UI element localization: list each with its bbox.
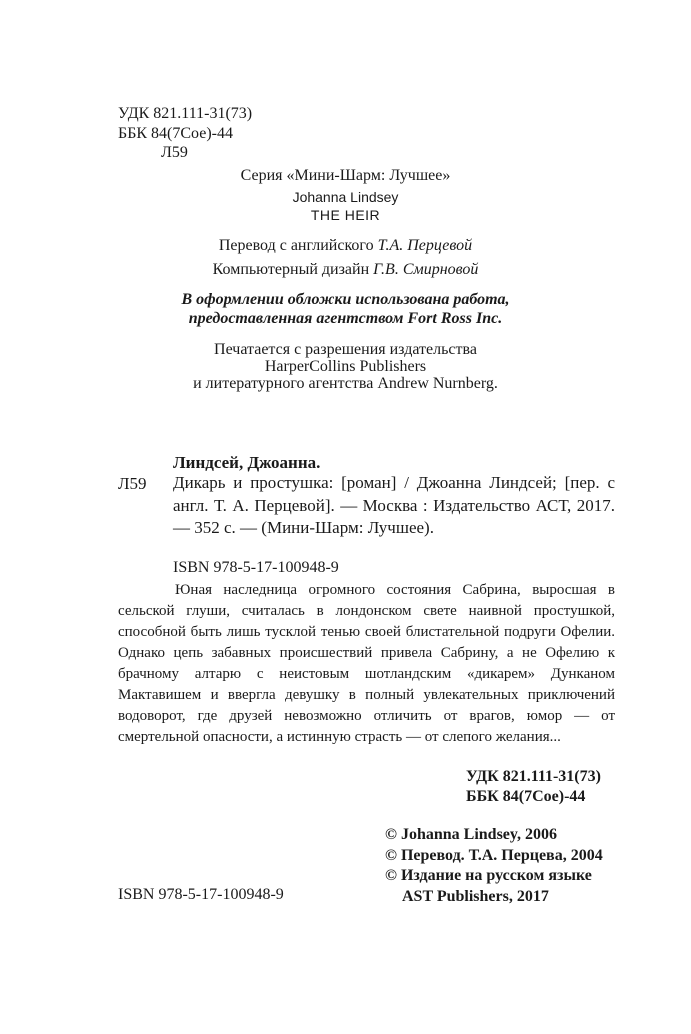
- copyright-edition: © Издание на русском языке: [385, 867, 592, 884]
- cover-note-line2: предоставленная агентством Fort Ross Inc.: [188, 310, 503, 327]
- original-author: Johanna Lindsey: [292, 189, 399, 205]
- cover-note-line1: В оформлении обложки использована работа,: [181, 291, 510, 308]
- header-bbk: ББК 84(7Сое)-44: [118, 125, 233, 142]
- catalog-bbk: ББК 84(7Сое)-44: [466, 788, 586, 805]
- catalog-isbn: ISBN 978-5-17-100948-9: [173, 559, 339, 576]
- permission-line3: и литературного агентства Andrew Nurnberg.: [193, 375, 498, 392]
- designer-name: Г.В. Смирновой: [373, 261, 479, 278]
- translation-credit: [0, 236, 691, 256]
- header-udk: УДК 821.111-31(73): [118, 105, 253, 122]
- translator-name: Т.А. Перцевой: [377, 237, 473, 254]
- design-label: Компьютерный дизайн: [212, 261, 370, 278]
- permission-line2: HarperCollins Publishers: [264, 358, 427, 375]
- catalog-description: Дикарь и простушка: [роман] / Джоанна Линдсей; [пер. с англ. Т. А. Перцевой]. — Москва : Издательство АСТ, 2017. — 352 с. — (Мини-Шарм: Лучшее).: [173, 473, 615, 537]
- copyright-author: © Johanna Lindsey, 2006: [385, 826, 558, 843]
- design-credit: [0, 260, 691, 280]
- permission-line1: Печатается с разрешения издательства: [214, 341, 477, 358]
- series-line: Серия «Мини-Шарм: Лучшее»: [240, 167, 451, 184]
- original-title: THE HEIR: [310, 207, 381, 223]
- catalog-udk: УДК 821.111-31(73): [466, 768, 601, 785]
- header-author-mark: Л59: [161, 144, 188, 161]
- catalog-heading: Линдсей, Джоанна.: [173, 453, 321, 472]
- footer-isbn: ISBN 978-5-17-100948-9: [118, 886, 284, 903]
- copyright-translation: © Перевод. Т.А. Перцева, 2004: [385, 847, 603, 864]
- copyright-edition-publisher: AST Publishers, 2017: [402, 888, 549, 905]
- catalog-mark: Л59: [118, 474, 147, 493]
- catalog-annotation: Юная наследница огромного состояния Сабрина, выросшая в сельской глуши, считалась в лондонском свете наивной простушкой, способной быть лишь тусклой тенью своей блистательной подруги Офелии. Однако цепь забавных происшествий привела Сабрину, а не Офелию к брачному алтарю с неистовым шотландским «дикарем» Дунканом Мактавишем и ввергла девушку в полный увлекательных приключений водоворот, где друзей невозможно отличить от врагов, юмор — от смертельной опасности, а истинную страсть — от слепого желания...: [118, 582, 615, 745]
- translation-label: Перевод с английского: [218, 237, 374, 254]
